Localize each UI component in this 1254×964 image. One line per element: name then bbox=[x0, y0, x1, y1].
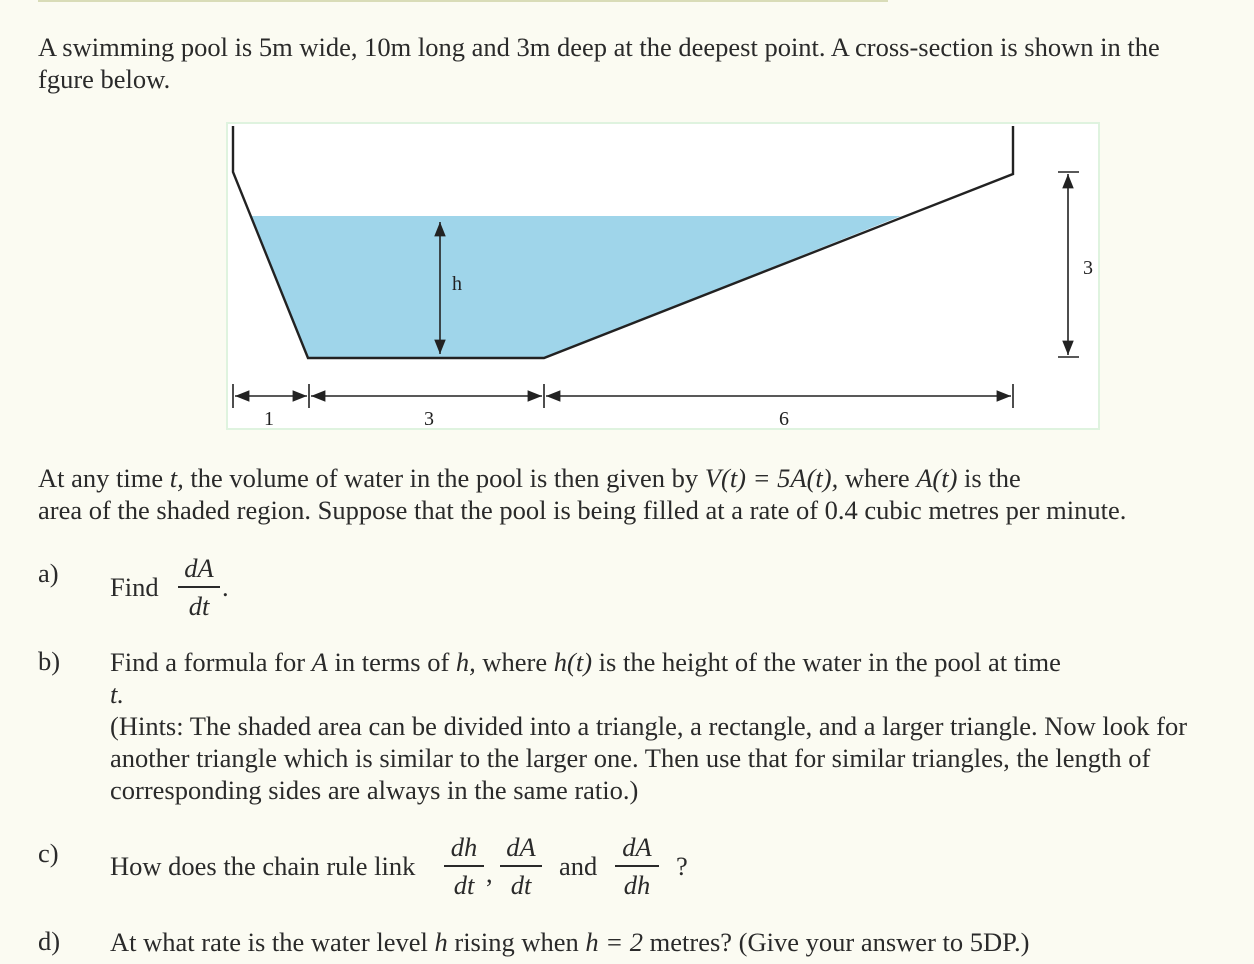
question-c-text: How does the chain rule link bbox=[110, 851, 416, 881]
para2-t: t, bbox=[169, 463, 184, 493]
question-c-questionmark: ? bbox=[676, 851, 688, 881]
qb-t: t. bbox=[110, 679, 124, 709]
fraction-dA-dt-c bbox=[500, 832, 542, 900]
fraction-bar bbox=[500, 865, 542, 867]
qd-s3: metres? (Give your answer to 5DP.) bbox=[649, 927, 1030, 957]
para2-s1: At any time bbox=[38, 463, 164, 493]
para2-a: A(t) bbox=[916, 463, 958, 493]
qd-s1: At what rate is the water level bbox=[110, 927, 428, 957]
qb-s1: Find a formula for bbox=[110, 647, 306, 677]
question-a-label: a) bbox=[38, 558, 59, 588]
fraction-numerator: dA bbox=[622, 832, 652, 862]
qb-h: h, bbox=[455, 647, 476, 677]
fraction-denominator: dt bbox=[188, 591, 210, 621]
question-d-label: d) bbox=[38, 926, 61, 956]
top-divider bbox=[38, 0, 888, 2]
h-label: h bbox=[452, 273, 462, 295]
qb-s3: where bbox=[482, 647, 548, 677]
para2-s2: the volume of water in the pool is then given by bbox=[190, 463, 699, 493]
water-shaded-region bbox=[250, 216, 901, 358]
qb-hint: (Hints: The shaded area can be divided into a triangle, a rectangle, and a larger triangle. Now look for another triangle which is similar to the larger one. Then use that for similar triangles, the length of corresponding sides are always in the same ratio.) bbox=[110, 711, 1188, 805]
question-a-find: Find bbox=[110, 572, 159, 602]
fraction-dA-dh bbox=[615, 832, 659, 900]
fraction-denominator: dt bbox=[510, 870, 532, 900]
qb-s4: is the height of the water in the pool at time bbox=[598, 647, 1061, 677]
question-a-period: . bbox=[222, 572, 229, 602]
question-c-comma: , bbox=[486, 858, 493, 888]
qb-s2: in terms of bbox=[334, 647, 450, 677]
qd-eq: h = 2 bbox=[585, 927, 644, 957]
question-b-text bbox=[110, 646, 1190, 806]
fraction-dh-dt bbox=[444, 832, 484, 900]
fraction-bar bbox=[444, 865, 484, 867]
qd-s2: rising when bbox=[454, 927, 579, 957]
volume-paragraph bbox=[38, 462, 1208, 526]
volume-formula: V(t) = 5A(t), bbox=[704, 463, 839, 493]
question-b-label: b) bbox=[38, 646, 61, 676]
depth-label: 3 bbox=[1083, 257, 1093, 279]
width-label-1: 1 bbox=[264, 408, 274, 428]
para2-s3: where bbox=[844, 463, 910, 493]
question-c-label: c) bbox=[38, 838, 59, 868]
fraction-dA-dt bbox=[178, 553, 220, 621]
width-label-3: 3 bbox=[424, 408, 434, 428]
fraction-numerator: dA bbox=[506, 832, 536, 862]
question-c-and: and bbox=[559, 851, 598, 881]
fraction-denominator: dh bbox=[623, 870, 651, 900]
qb-A: A bbox=[311, 647, 328, 677]
fraction-bar bbox=[178, 586, 220, 588]
para2-s4: is the bbox=[964, 463, 1021, 493]
fraction-numerator: dA bbox=[184, 553, 214, 583]
qb-ht: h(t) bbox=[553, 647, 593, 677]
question-d-text bbox=[110, 926, 1190, 958]
fraction-bar bbox=[615, 865, 659, 867]
fraction-denominator: dt bbox=[453, 870, 475, 900]
width-label-6: 6 bbox=[779, 408, 789, 428]
fraction-numerator: dh bbox=[450, 832, 478, 862]
intro-paragraph: A swimming pool is 5m wide, 10m long and 3m deep at the deepest point. A cross-section is shown in the fgure below. bbox=[38, 32, 1160, 94]
pool-cross-section-figure bbox=[226, 122, 1100, 430]
para2-line2: area of the shaded region. Suppose that the pool is being filled at a rate of 0.4 cubic metres per minute. bbox=[38, 495, 1127, 525]
qd-h: h bbox=[434, 927, 448, 957]
